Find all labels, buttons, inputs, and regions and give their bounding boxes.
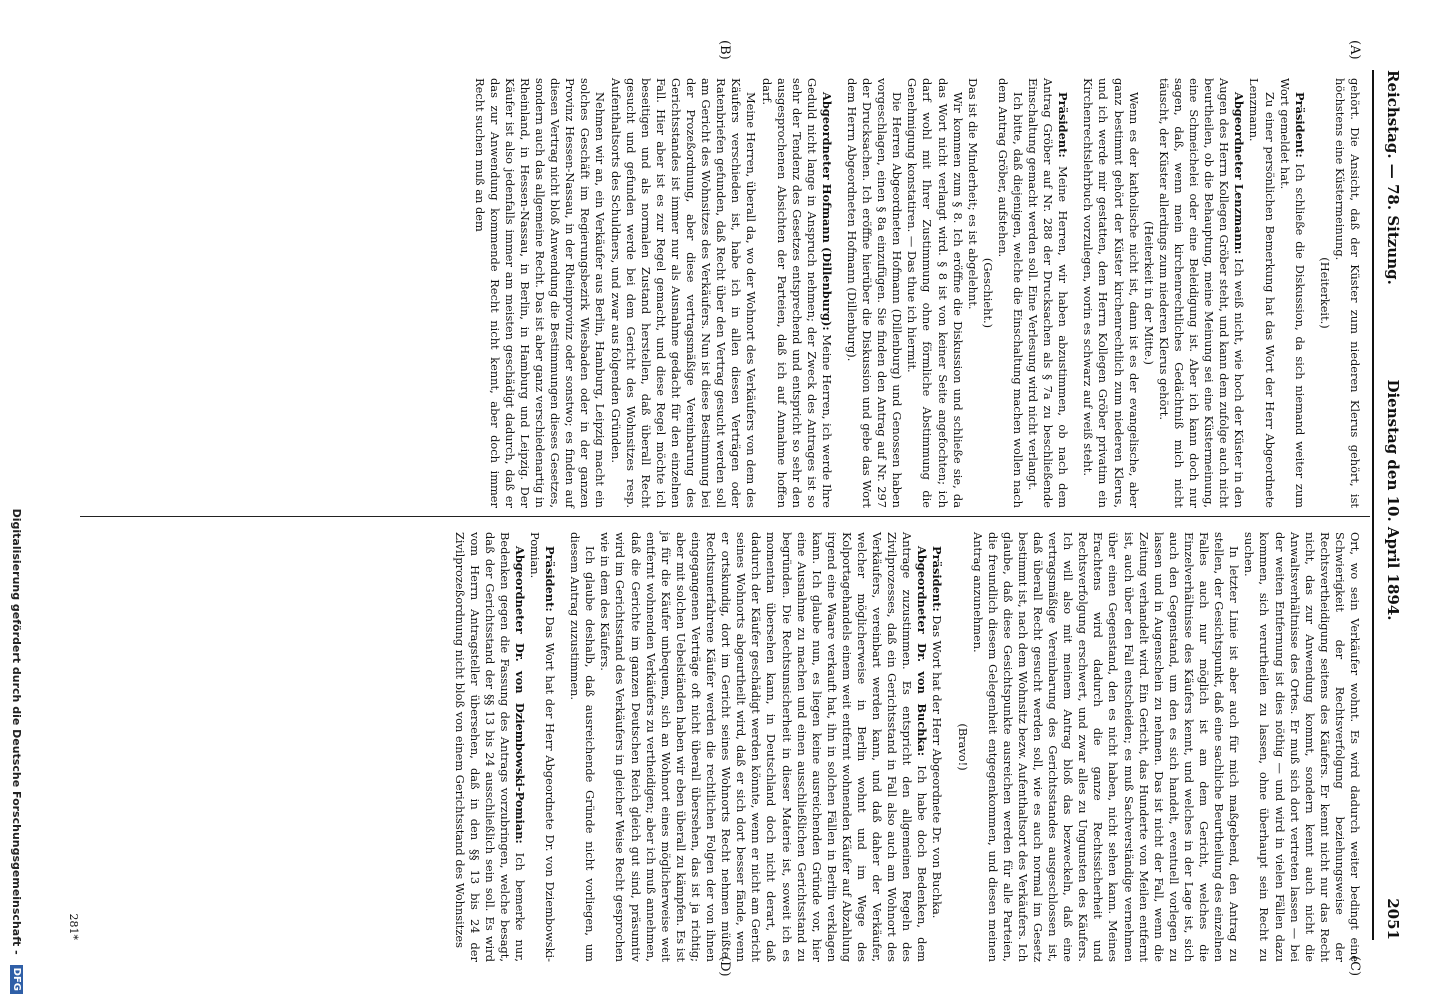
paragraph: Präsident: Das Wort hat der Herr Abgeordnete Dr. von Dziembowski-Pomian. [528, 532, 558, 962]
interjection: (Geschieht.) [980, 257, 995, 329]
speaker-name: Abgeordneter Dr. von Buchka: [915, 546, 930, 757]
paragraph: In letzter Linie ist aber auch für mich maßgebend, den Antrag zu stellen, der Gesichtspunkt, daß eine sachliche Beurtheilung des einzelnen Falles auch nur möglich ist am dem Gericht, welches die Einzelverhältnisse des Käufers kennt, und welches in der Lage ist, sich auch den Gegenstand, um den es sich handelt, eventuell vorlegen zu lassen und in Augenschein zu nehmen. Das ist nicht der Fall, wenn die Zeitung verhandelt wird. Ein Gericht, das Hunderte von Meilen entfernt ist, auch über den Fall entscheiden; es muß Sachverständige vernehmen über einen Gegenstand, den es nicht haben, nicht sehen kann. Meines Erachtens wird dadurch die ganze Rechtssicherheit und Rechtsverfolgung erschwert, und zwar alles zu Ungunsten des Käufers. Ich will also mit meinem Antrag bloß das bezweckeln, daß eine vertragsmäßige Vereinbarung des Gerichtsstandes ausgeschlossen ist, daß überall Recht gesucht werden soll, wie es auch normal im Gesetz bestimmt ist, nach dem Wohnsitz bezw. Aufenthaltsort des Verkäufers. Ich glaube, daß diese Gesichtspunkte ausreichen werden für alle Parteien, die freundlich diesem Gelegenheit entgegenkommen, und diesen meinen Antrag anzunehmen. [970, 532, 1242, 962]
paragraph: Nehmen wir an, ein Verkäufer aus Berlin, Hamburg, Leipzig macht ein solches Geschäft im Regierungsbezirk Wiesbaden oder in der ganzen Provinz Hessen-Nassau, in der Rheinprovinz oder sonstwo; es finden auf diesen Vertrag nicht bloß Anwendung die Bestimmungen dieses Gesetzes, sondern auch das allgemeine Recht. Das ist aber ganz verschiedenartig in Rheinland, in Hessen-Nassau, in Berlin, in Hamburg und Leipzig. Der Käufer ist also jedenfalls immer am meisten geschädigt dadurch, daß er das zur Anwendung kommende Recht nicht kennt, aber doch immer Recht suchen muß an dem [472, 78, 608, 508]
right-column [451, 532, 1362, 962]
speaker-name: Präsident: [543, 546, 558, 612]
interjection: (Heiterkeit in der Mitte.) [1141, 221, 1156, 365]
left-column [472, 78, 1362, 508]
paragraph: Ich glaube deshalb, daß ausreichende Gründe nicht vorliegen, um diesem Antrag zuzustimmen. [568, 532, 598, 962]
header-left: Reichstag. — 78. Sitzung. [1384, 70, 1402, 285]
interjection: (Heiterkeit.) [1317, 257, 1332, 329]
paragraph: Präsident: Meine Herren, wir haben abzustimmen, ob nach dem Antrag Gröber auf Nr. 288 der Drucksachen als § 7a zu beschließende Einschaltung gemacht werden soll. Eine Verlesung wird nicht verlangt. [1026, 78, 1071, 508]
column-divider [80, 516, 1370, 517]
margin-marker-b: (B) [717, 40, 732, 60]
header-date: Dienstag den 10. April 1894. [1384, 379, 1402, 621]
speaker-name: Abgeordneter Dr. von Dziembowski-Pomian: [512, 546, 527, 844]
margin-marker-d: (D) [717, 956, 732, 977]
paragraph: Das ist die Minderheit; es ist abgelehnt. [965, 78, 980, 310]
page-number: 2051 [1384, 898, 1402, 940]
sheet-number: 281* [67, 913, 80, 940]
speaker-name: Präsident: [1292, 92, 1307, 158]
header-rule [1372, 70, 1374, 940]
speaker-name: Präsident: [930, 546, 945, 612]
speaker-name: Abgeordneter Hofmann (Dillenburg): [819, 92, 834, 331]
paragraph: Die Herren Abgeordneten Hofmann (Dillenburg) und Genossen haben vorgeschlagen, einen § 8a einzufügen. Sie finden den Antrag auf Nr. 297 der Drucksachen. Ich eröffne hierüber die Diskussion und gebe das Wort dem Herrn Abgeordneten Hofmann (Dillenburg). [845, 78, 905, 508]
paragraph: Zu einer persönlichen Bemerkung hat das Wort der Herr Abgeordnete Lenzmann. [1247, 78, 1277, 508]
speaker-name: Präsident: [1056, 92, 1071, 158]
dfg-logo: DFG [11, 965, 24, 994]
paragraph: Präsident: Das Wort hat der Herr Abgeordnete Dr. von Buchka. [930, 546, 945, 919]
paragraph: Abgeordneter Dr. von Buchka: Ich habe doch Bedenken, dem Antrage zuzustimmen. Es entspricht den allgemeinen Regeln des Zivilprozesses, daß ein Gerichtsstand in Fall also auch am Wohnort des Verkäufers, vereinbart werden kann, und daß daher der Verkäufer, welcher möglicherweise in Berlin wohnt und im Wege des Kolportagehandels einem weit entfernt wohnenden Käufer auf Abzahlung irgend eine Waare verkauft hat, ihn in solchen Fällen in Berlin verklagen kann. Ich glaube nun, es liegen keine ausreichenden Gründe vor, hier eine Ausnahme zu machen und einen ausschließlichen Gerichtsstand zu begründen. Die Rechtsunsicherheit in dieser Materie ist, soweit ich es momentan übersehen kann, in Deutschland doch nicht derart, daß dadurch der Käufer geschädigt werden könnte, wenn er nicht am Gericht seines Wohnorts abgeurtheilt wird, daß er sich dort besser fände, wenn er ortskundig, dort im Gericht seines Wohnorts Recht nehmen müßte. Rechtsunerfahrene Käufer werden die rechtlichen Folgen der von ihnen eingegangenen Verträge oft nicht überall übersehen, das ist ja richtig; aber mit solchen Uebelständen haben wir eben überall zu kämpfen. Es ist ja für die Käufer unbequem, sich an Wohnort eines möglicherweise weit entfernt wohnenden Verkäufers zu vertheidigen; aber ich muß annehmen, daß die Gerichte im ganzen Deutschen Reich gleich gut sind, präsumtiv wird im Gerichtsstand des Verkäufers in gleicher Weise Recht gesprochen wie in dem des Käufers. [598, 532, 930, 962]
digitization-banner [0, 0, 34, 1000]
paragraph: gehört. Die Ansicht, daß der Küster zum niederen Klerus gehört, ist höchstens eine Küstermeinung. [1332, 78, 1362, 508]
paragraph: Abgeordneter Hofmann (Dillenburg): Meine Herren, ich werde Ihre Geduld nicht lange in Anspruch nehmen; der Zweck des Antrages ist so sehr der Tendenz des Gesetzes entsprechend und entspricht so sehr den ausgesprochenen Absichten der Parteien, daß ich auf Annahme hoffen darf. [759, 78, 834, 508]
paragraph: Wir kommen zum § 8. Ich eröffne die Diskussion und schließe sie, da das Wort nicht verlangt wird. § 8 ist von keiner Seite angefochten; ich darf wohl mit Ihrer Zustimmung ohne förmliche Abstimmung die Genehmigung konstatiren. — Das thue ich hiermit. [905, 78, 965, 508]
paragraph: Ich bitte, daß diejenigen, welche die Einschaltung machen wollen nach dem Antrag Gröber, aufstehen. [995, 78, 1026, 508]
speaker-name: Abgeordneter Lenzmann: [1232, 92, 1247, 255]
paragraph: Abgeordneter Lenzmann: Ich weiß nicht, wie hoch der Küster in den Augen des Herrn Kollegen Gröber steht, und kann dem zufolge auch nicht beurtheilen, ob die Behauptung, meine Meinung sei eine Küstermeinung, eine Schmeichelei oder eine Beleidigung ist. Aber ich kann doch nur sagen, daß, wenn mein kirchenrechtliches Gedächtniß mich nicht täuscht, der Küster allerdings zum niederen Klerus gehört. [1156, 78, 1247, 508]
paragraph: Wenn es der katholische nicht ist, dann ist es der evangelische, aber ganz bestimmt gehört der Küster kirchenrechtlich zum niederen Klerus, und ich werde mir gestatten, dem Herrn Kollegen Gröber privatim ein Kirchenrechtslehrbuch vorzulegen, worin es schwarz auf weiß steht. [1081, 78, 1141, 508]
margin-marker-a: (A) [1347, 40, 1362, 60]
paragraph: Ort, wo sein Verkäufer wohnt. Es wird dadurch weiter bedingt eine Schwierigkeit der Rechtsverfolgung beziehungsweise der Rechtsvertheidigung seitens des Käufers. Er kennt nicht nur das Recht nicht, das zur Anwendung kommt, sondern kennt auch nicht die Anwaltsverhältnisse des Ortes. Er muß sich dort vertreten lassen — bei der weiten Entfernung ist dies nöthig — und wird in vielen Fällen dazu kommen, sich verurtheilen zu lassen, ohne überhaupt sein Recht zu suchen. [1242, 532, 1362, 962]
paragraph: Abgeordneter Dr. von Dziembowski-Pomian: Ich bemerke nur, Bedenken gegen die Fassung des Antrags vorzubringen, welche besagt, daß der Gerichtsstand der §§ 13 bis 24 ausschließlich sein soll. Es wird vom Herrn Antragsteller übersehen, daß in den §§ 13 bis 24 der Zivilprozeßordnung nicht bloß von einem Gerichtsstand des Wohnsitzes [452, 532, 527, 962]
paragraph: Meine Herren, überall da, wo der Wohnort des Verkäufers von dem des Käufers verschieden ist, habe ich in allen diesen Verträgen oder Ratenbriefen gefunden, daß Recht über den Vertrag gesucht werden soll am Gericht des Wohnsitzes des Verkäufers. Nun ist diese Bestimmung bei der Prozeßordnung, aber diese vertragsmäßige Vereinbarung des Gerichtsstandes ist immer nur als Ausnahme gedacht für den einzelnen Fall. Hier aber ist es zur Regel gemacht, und diese Regel möchte ich beseitigen und als normalen Zustand herstellen, daß überall Recht gesucht und gefunden werde bei dem Gericht des Wohnsitzes resp. Aufenthaltsorts des Schuldners, und zwar aus folgenden Gründen. [608, 78, 759, 508]
interjection: (Bravo!) [955, 723, 970, 771]
digitization-note: Digitalisierung gefördert durch die Deutsche Forschungsgemeinschaft - [10, 508, 24, 955]
margin-marker-c: (C) [1347, 956, 1362, 977]
paragraph: Präsident: Ich schließe die Diskussion, da sich niemand weiter zum Wort gemeldet hat. [1277, 78, 1307, 508]
